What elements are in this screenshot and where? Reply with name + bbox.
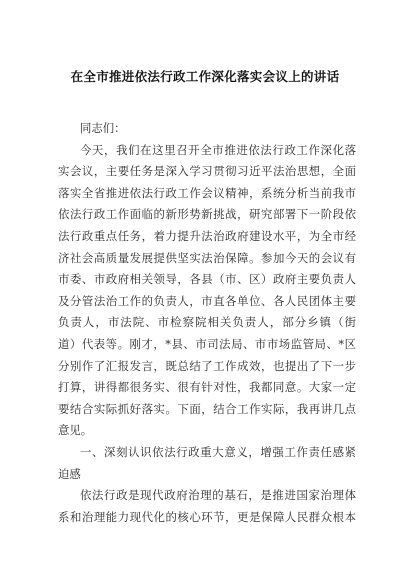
- section-heading-line: 一、深刻认识依法行政重大意义，增强工作责任感紧: [80, 444, 356, 459]
- paragraph-line: 道）代表等。刚才，*县、市司法局、市市场监管局、*区: [58, 336, 356, 351]
- paragraph-line: 及分管法治工作的负责人，市直各单位、各人民团体主要: [58, 293, 356, 308]
- paragraph-line: 打算，讲得都很务实、很有针对性，我都同意。大家一定: [58, 380, 356, 395]
- paragraph-line: 法行政重点任务，着力提升法治政府建设水平，为全市经: [58, 228, 356, 243]
- paragraph-line: 依法行政是现代政府治理的基石，是推进国家治理体: [80, 488, 356, 503]
- paragraph-line: 实会议，主要任务是深入学习贯彻习近平法治思想，全面: [58, 164, 356, 179]
- paragraph-line: 系和治理能力现代化的核心环节，更是保障人民群众根本: [58, 509, 356, 524]
- paragraph-line: 要结合实际抓好落实。下面，结合工作实际，我再讲几点: [58, 401, 356, 416]
- paragraph-line: 落实全省推进依法行政工作会议精神，系统分析当前我市: [58, 185, 356, 200]
- document-body: [58, 118, 356, 528]
- paragraph-line: 负责人，市法院、市检察院相关负责人，部分乡镇（街: [58, 315, 356, 330]
- paragraph-line: 今天，我们在这里召开全市推进依法行政工作深化落: [80, 142, 356, 157]
- document-title: 在全市推进依法行政工作深化落实会议上的讲话: [70, 69, 340, 84]
- paragraph-line: 济社会高质量发展提供坚实法治保障。参加今天的会议有: [58, 250, 356, 265]
- paragraph-line: 市委、市政府相关领导，各县（市、区）政府主要负责人: [58, 272, 356, 287]
- section-heading-line: 迫感: [58, 466, 81, 481]
- paragraph-line: 意见。: [58, 423, 93, 438]
- salutation: 同志们：: [80, 121, 126, 135]
- paragraph-line: 分别作了汇报发言，既总结了工作成效，也提出了下一步: [58, 358, 356, 373]
- paragraph-line: 依法行政工作面临的新形势新挑战，研究部署下一阶段依: [58, 207, 356, 222]
